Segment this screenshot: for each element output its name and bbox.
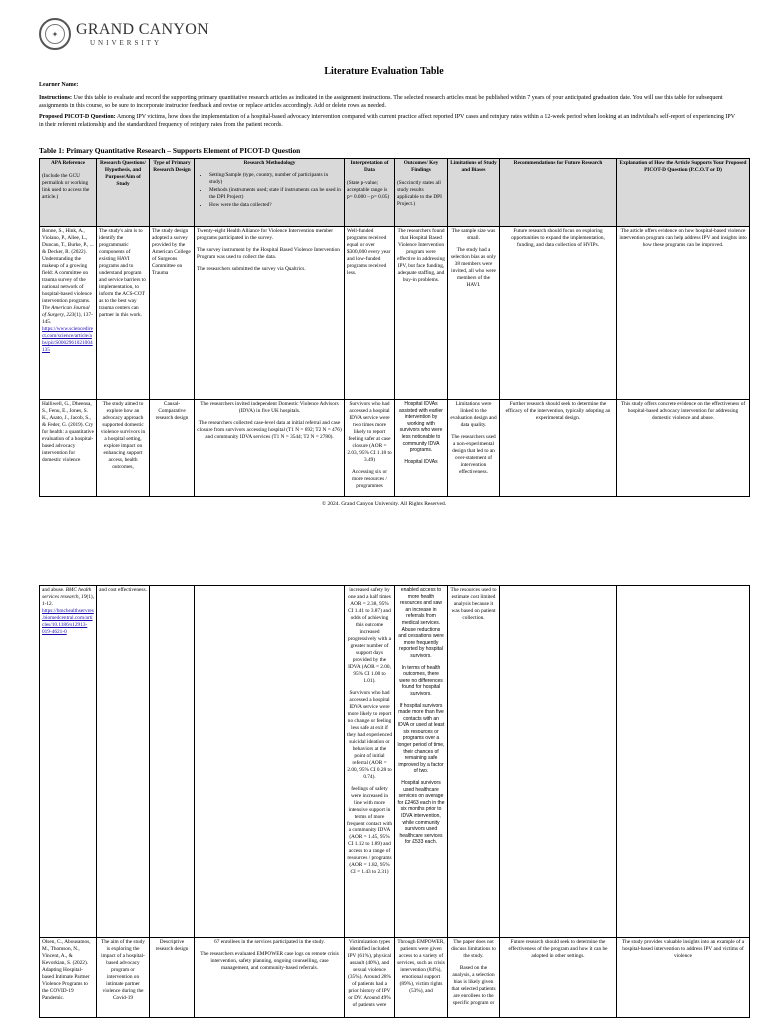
table-row <box>40 586 750 938</box>
apa-reference: and abuse. <box>42 587 65 593</box>
cell-interpretation <box>345 400 395 497</box>
header-questions-title: Research Questions/ Hypothesis, and Purpose/Aim of Study <box>100 160 146 187</box>
cell-limitations <box>448 400 500 497</box>
cell-methodology <box>195 227 345 400</box>
limitation-paragraph: The study had a selection bias as only 38 members were invited, all who were members of the HAVI. <box>450 246 497 288</box>
cell-limitations: The resources used to estimate cost limited analysis because it was based on patient collection. <box>448 586 500 938</box>
cell-recommendations: Future research should focus on exploring opportunities to expand the implementation, funding, and data collection of HVIPs. <box>500 227 617 400</box>
interpretation-paragraph: increased safety by one and a half times AOR = 2.38, 95% CI 1.41 to 3.87) and odds of achieving this outcome increased progressively with a greater number of support days provided by the IDVA (AOR = 2.00, 95% CI 1.00 to 1.01). <box>348 587 391 684</box>
limitation-paragraph: The paper does not discuss limitations to the study. <box>451 939 496 959</box>
header-limitations-title: Limitations of Study and Biases <box>450 160 497 173</box>
methodology-paragraph: 67 enrollees in the services participated in the study. <box>214 939 325 945</box>
methodology-bullet: • How were the data collected? <box>209 202 342 209</box>
cell-design: The study design adopted a survey provided by the American College of Surgeons Committee on Trauma <box>150 227 195 400</box>
instructions-text: Use this table to evaluate and record the supporting primary quantitative research articles as indicated in the assignment instructions. The selected research articles must be published within 7 years of your anticipated graduation date. You will use this table for subsequent assignments in this course, so be sure to incorporate instructor feedback and revise or replace articles accordingly. Add or delete rows as needed. <box>39 95 723 110</box>
cell-outcomes <box>395 586 448 938</box>
apa-journal: The American Journal of Surgery, 223 <box>42 304 90 318</box>
picot-label: Proposed PICOT-D Question: <box>39 114 116 120</box>
cell-design: Causal-Comparative research design <box>150 400 195 497</box>
header-explanation-title: Explanation of How the Article Supports Your Proposed PICOT-D Question (P.C.O.T or D) <box>619 160 747 173</box>
header-interpretation <box>345 159 395 227</box>
picot-text: Among IPV victims, how does the implementation of a hospital-based advocacy intervention compared with current practice affect reported IPV cases and reinjury rates within a 12-week period when looking at an individual's self-report of experiencing IPV in their referent relationship and the standardized frequency of reinjury rates from the patient records. <box>39 114 735 129</box>
header-limitations <box>448 159 500 227</box>
cell-design <box>150 586 195 938</box>
literature-table-continued <box>39 585 750 1018</box>
apa-issue: (1), 137-145. <box>42 311 93 325</box>
header-apa <box>40 159 97 227</box>
table-header-row <box>40 159 750 227</box>
interpretation-paragraph: Survivors who had accessed a hospital IDVA service were two times more likely to report feeling safer at case closure (AOR = 2.03, 95% CI 1.18 to 3.49) <box>347 401 392 463</box>
literature-table <box>39 158 750 497</box>
cell-interpretation: Well-funded programs received equal or over $300,000 every year and low-funded programs received less. <box>345 227 395 400</box>
limitation-paragraph: Limitations were linked to the evaluation design and data quality. <box>450 401 497 428</box>
methodology-bullet: • Setting/Sample (type, country, number of participants in study) <box>209 172 342 186</box>
outcome-paragraph: Hospital survivors used healthcare services on average for £2463 each in the six months prior to IDVA intervention, while community survivors used healthcare services for £533 each. <box>397 780 445 846</box>
cell-apa: Halliwell, G., Dheensa, S., Fenu, E., Jones, S. K., Asato, J., Jacob, S., & Feder, G. (2019). Cry for health: a quantitative evaluation of a hospital-based advocacy intervention for domestic violence <box>40 400 97 497</box>
outcome-paragraph: If hospital survivors made more than five contacts with an IDVA or used at least six resources or programs over a longer period of time, their chances of remaining safe improved by a factor of two. <box>397 702 445 775</box>
interpretation-paragraph: feelings of safety were increased in line with more intensive support in terms of more frequent contact with a community IDVA (AOR = 1.45, 95% CI 1.12 to 1.89) and access to a range of resources / programs (AOR = 1.82, 95% CI = 1.43 to 2.31) <box>347 785 393 876</box>
limitation-paragraph: The sample size was small. <box>451 228 496 241</box>
document-title: Literature Evaluation Table <box>324 66 444 77</box>
limitation-paragraph: Based on the analysis, a selection bias is likely given that selected patients are enrollees to the specific program or <box>451 964 496 1006</box>
cell-questions: The aim of the study is exploring the impact of a hospital-based advocacy program or intervention on intimate partner violence during the Covid-19 <box>97 938 150 1018</box>
university-logo <box>39 18 209 50</box>
header-interpretation-title: Interpretation of Data <box>350 160 389 173</box>
cell-questions: and cost effectiveness. <box>97 586 150 938</box>
article-link[interactable]: https://bmchealthservres.biomedcentral.com/articles/10.1186/s12913-019-4621-0 <box>42 607 94 635</box>
methodology-paragraph: The survey instrument by the Hospital Based Violence Intervention Program was used to collect the data. <box>197 246 340 260</box>
cell-interpretation: Victimization types identified included IPV (61%), physical assault (40%), and sexual violence (35%). Around 28% of patients had a prior history of IPV or DV. Around 49% of patients were <box>345 938 395 1018</box>
cell-limitations <box>448 938 500 1018</box>
outcome-paragraph: In terms of health outcomes, there were no differences found for hospital survivors. <box>399 664 443 697</box>
table-row <box>40 400 750 497</box>
cell-methodology <box>195 586 345 938</box>
cell-apa <box>40 227 97 400</box>
logo-sub-text: UNIVERSITY <box>90 38 162 47</box>
table-caption: Table 1: Primary Quantitative Research – Supports Element of PICOT-D Question <box>39 146 301 155</box>
learner-label: Learner Name: <box>39 82 79 88</box>
page-2 <box>0 580 768 1024</box>
table-row <box>40 227 750 400</box>
instructions-label: Instructions: <box>39 95 73 101</box>
header-explanation <box>617 159 750 227</box>
header-apa-sub: (Include the GCU permalink or working link used to access the article.) <box>42 172 90 200</box>
header-design <box>150 159 195 227</box>
header-methodology-title: Research Methodology <box>243 160 296 166</box>
header-interpretation-sub: (State p-value; acceptable range is p= 0.000 – p= 0.05) <box>347 179 390 200</box>
limitation-paragraph: The researchers used a non-experimental design that led to an over-statement of intervention effectiveness. <box>451 433 496 475</box>
header-apa-title: APA Reference <box>50 160 86 166</box>
methodology-paragraph: The researchers collected case-level data at initial referral and case closure from survivors accessing hospital (T1 N = 692; T2 N = 476) and community IDVA services (T1 N = 3544; T2 N = 2780). <box>197 419 342 440</box>
cell-explanation: This study offers concrete evidence on the effectiveness of hospital-based advocacy intervention for addressing domestic violence and abuse. <box>617 400 750 497</box>
methodology-paragraph: The researchers submitted the survey via Qualtrics. <box>197 265 306 272</box>
apa-reference: Bonne, S., Hink, A., Violano, P., Allee, L., Duncan, T., Burke, P., ... & Decker, R. (2022). Understanding the makeup of a growing field: A committee on trauma survey of the national network of hospital-based violence intervention programs. <box>42 228 94 304</box>
methodology-paragraph: The researchers evaluated EMPOWER case logs on remote crisis intervention, safety planning, ongoing counselling, case management, and community-based referrals. <box>200 950 339 971</box>
cell-outcomes <box>395 400 448 497</box>
cell-recommendations: Further research should seek to determine the efficacy of the intervention, typically adopting an experimental design. <box>500 400 617 497</box>
interpretation-paragraph: Accessing six or more resources / programmes <box>351 468 387 489</box>
university-seal-icon: ✦ <box>39 18 71 50</box>
methodology-bullets <box>197 172 342 209</box>
cell-methodology <box>195 938 345 1018</box>
cell-apa: Olsen, C., Abousamos, M., Thomson, N., Vincent, A., & Kevorkian, S. (2022). Adapting Hospital-based Intimate Partner Violence Programs to the COVID-19 Pandemic. <box>40 938 97 1018</box>
methodology-bullet: • Methods (instruments used; state if instruments can be used in the DPI Project) <box>209 187 342 201</box>
logo-main-text: GRAND CANYON <box>76 20 209 38</box>
header-outcomes-title: Outcomes/ Key Findings <box>403 160 439 173</box>
methodology-paragraph: Twenty-eight Health Alliance for Violence Intervention member programs participated in the survey. <box>197 228 334 241</box>
cell-questions: The study's aim is to identify the programmatic components of existing HAVI programs and to understand program and service barriers to implementation, to inform the ACS-COT as to the best way trauma centers can partner in this work. <box>97 227 150 400</box>
header-outcomes-sub: (Succinctly states all study results applicable to the DPI Project.) <box>397 179 442 207</box>
apa-issue: (1), 1-12. <box>42 593 94 607</box>
cell-recommendations <box>500 586 617 938</box>
header-questions <box>97 159 150 227</box>
cell-design: Descriptive research design <box>150 938 195 1018</box>
cell-apa <box>40 586 97 938</box>
cell-outcomes: Through EMPOWER, patients were given access to a variety of services, such as crisis intervention (84%), emotional support (89%), victim rights (53%), and <box>395 938 448 1018</box>
cell-explanation <box>617 586 750 938</box>
header-design-title: Type of Primary Research Design <box>153 160 191 173</box>
cell-limitations <box>448 227 500 400</box>
copyright-footer: © 2024. Grand Canyon University. All Rights Reserved. <box>321 501 447 507</box>
article-link[interactable]: https://www.sciencedirect.com/science/article/abs/pii/S0002961021004135 <box>42 325 93 353</box>
cell-explanation: The study provides valuable insights into an example of a hospital-based intervention to address IPV and victims of violence <box>617 938 750 1018</box>
header-recommendations-title: Recommendations for Future Research <box>513 160 603 166</box>
header-methodology <box>195 159 345 227</box>
outcome-paragraph: enabled access to more health resources and saw an increase in referrals from medical services. Abuse reductions and cessations were more frequently reported by hospital survivors. <box>398 587 444 659</box>
table-row <box>40 938 750 1018</box>
cell-recommendations: Future research should seek to determine the effectiveness of the program and how it can be adopted in other settings. <box>500 938 617 1018</box>
outcome-paragraph: Hospital IDVAs assisted with earlier intervention by working with survivors who were less noticeable to community IDVA programs. <box>399 401 443 454</box>
learner-name-line <box>39 81 739 89</box>
header-recommendations <box>500 159 617 227</box>
header-outcomes <box>395 159 448 227</box>
methodology-paragraph: The researchers invited independent Domestic Violence Advisors (IDVA) in five UK hospitals. <box>200 401 339 414</box>
cell-questions: The study aimed to explore how an advocacy approach supported domestic violence survivors in a hospital setting, explore impact on enhancing support access, health outcomes, <box>97 400 150 497</box>
instructions-paragraph <box>39 94 739 110</box>
cell-explanation: The article offers evidence on how hospital-based violence intervention program can help address IPV and insights into how these programs can be improved. <box>617 227 750 400</box>
cell-outcomes: The researchers found that Hospital Based Violence Intervention program were effective in addressing IPV, but face funding, adequate staffing, and buy-in problems. <box>395 227 448 400</box>
cell-interpretation <box>345 586 395 938</box>
picot-paragraph <box>39 113 739 129</box>
interpretation-paragraph: Survivors who had accessed a hospital IDVA service were more likely to report no change or feeling less safe at exit if they had experienced suicidal ideation or behaviors at the point of initial referral (AOR = 2.00, 95% CI 0.28 to 0.74). <box>347 689 393 780</box>
outcome-paragraph: Hospital IDVAs <box>404 458 438 465</box>
apa-journal: BMC health services research, 19 <box>42 587 92 600</box>
cell-methodology <box>195 400 345 497</box>
